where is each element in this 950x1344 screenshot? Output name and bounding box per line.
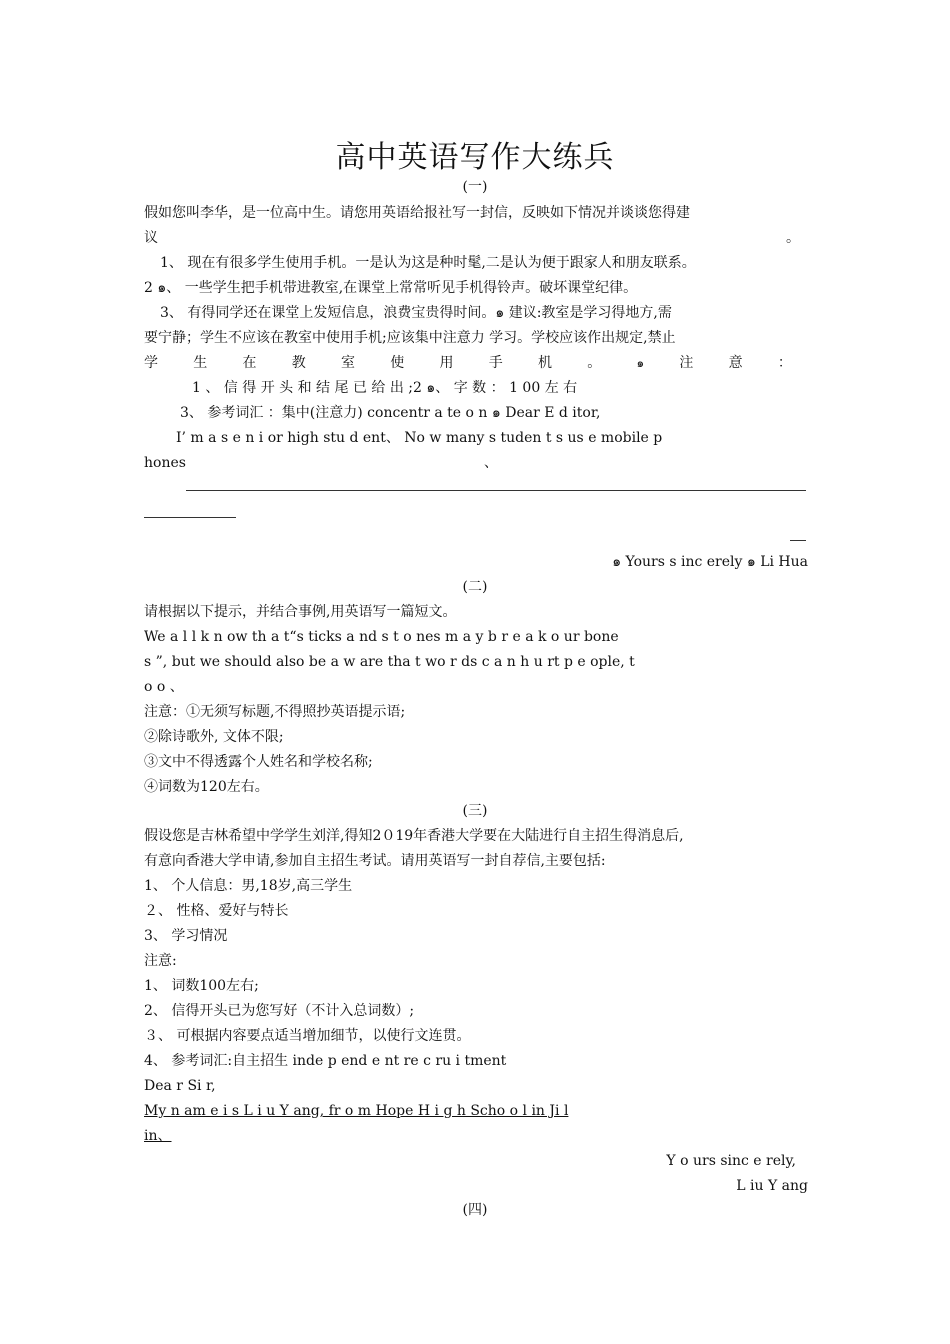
s2-note-2: ②除诗歌外, 文体不限; (144, 729, 284, 745)
s3-greeting: Dea r Si r, (144, 1078, 216, 1094)
s1-line-11-start: hones (144, 455, 186, 471)
s3-line-1: 假设您是吉林希望中学学生刘洋,得知2０19年香港大学要在大陆进行自主招生得消息后, (144, 828, 684, 844)
s2-note-4: ④词数为120左右。 (144, 779, 269, 795)
s3-item-2: ２、 性格、爱好与特长 (144, 903, 289, 919)
s1-line-2-end: 。 (786, 230, 800, 246)
s1-l7-w0: 学 (144, 355, 158, 371)
s3-item-3: 3、 学习情况 (144, 928, 228, 944)
s3-note-label: 注意: (144, 953, 177, 969)
s1-line-10: I’ m a s e n i or high stu d ent、 No w many s tuden t s us e mobile p (176, 430, 663, 446)
s1-signature: ๑ Yours s inc erely ๑ Li Hua (612, 554, 808, 570)
s1-line-2-start: 议 (144, 230, 158, 246)
s1-line-7 (144, 353, 792, 373)
s1-l7-w1: 生 (193, 355, 208, 371)
s3-body-line-1: My n am e i s L i u Y ang, fr o m Hope H i g h Scho o l in Ji l (144, 1103, 569, 1119)
s3-body-line-2-text: in、 (144, 1128, 172, 1144)
section-3-heading: (三) (462, 803, 488, 819)
s1-l7-w13: ： (777, 355, 792, 371)
s3-line-2: 有意向香港大学申请,参加自主招生考试。请用英语写一封自荐信,主要包括: (144, 853, 606, 869)
s1-l7-w11: 注 (679, 355, 694, 371)
s3-body-line-2 (144, 1126, 808, 1146)
s1-line-8: 1 、 信 得 开 头 和 结 尾 已 给 出 ;2 ๑、 字 数 ： 1 00 左 右 (192, 380, 578, 396)
s1-line-5: 3、 有得同学还在课堂上发短信息，浪费宝贵得时间。๑ 建议:教室是学习得地方,需 (160, 305, 672, 321)
s3-note-4: 4、 参考词汇:自主招生 inde p end e nt re c ru i tment (144, 1053, 507, 1069)
s1-l7-w2: 在 (242, 355, 257, 371)
s1-line-2 (144, 228, 808, 248)
s2-line-1: 请根据以下提示，并结合事例,用英语写一篇短文。 (144, 604, 457, 620)
s1-line-6: 要宁静；学生不应该在教室中使用手机;应该集中注意力 学习。学校应该作出规定,禁止 (144, 330, 676, 346)
s1-l7-w5: 使 (390, 355, 405, 371)
s3-note-3: ３、 可根据内容要点适当增加细节，以使行文连贯。 (144, 1028, 471, 1044)
s1-l7-w12: 意 (728, 355, 743, 371)
s1-l7-w3: 教 (291, 355, 306, 371)
s1-line-3: 1、 现在有很多学生使用手机。一是认为这是种时髦,二是认为便于跟家人和朋友联系。 (160, 255, 696, 271)
page-title: 高中英语写作大练兵 (335, 140, 615, 175)
s1-l7-w10: ๑ (636, 356, 645, 370)
s1-l7-w4: 室 (341, 355, 355, 371)
s1-l7-w7: 手 (488, 355, 503, 371)
answer-rule-1 (186, 490, 806, 491)
s1-line-11-end: 、 (484, 455, 498, 471)
s2-line-4: o o 、 (144, 679, 184, 695)
s1-l7-w8: 机 (538, 355, 552, 371)
section-2-heading: (二) (462, 579, 488, 595)
s1-line-4: 2 ๑、 一些学生把手机带进教室,在课堂上常常听见手机得铃声。破坏课堂纪律。 (144, 280, 638, 296)
s1-line-11 (144, 453, 808, 473)
s2-note-3: ③文中不得透露个人姓名和学校名称; (144, 754, 373, 770)
s1-l7-w6: 用 (439, 355, 454, 371)
answer-rule-2 (144, 517, 236, 518)
s1-line-1: 假如您叫李华，是一位高中生。请您用英语给报社写一封信，反映如下情况并谈谈您得建 (144, 205, 690, 221)
s2-line-2: We a l l k n ow th a t“s ticks a nd s t o nes m a y b r e a k o ur bone (144, 629, 619, 645)
s2-note-1: 注意：①无须写标题,不得照抄英语提示语; (144, 704, 406, 720)
s3-note-1: 1、 词数100左右; (144, 978, 259, 994)
s3-note-2: 2、 信得开头已为您写好（不计入总词数）; (144, 1003, 415, 1019)
s3-name: L iu Y ang (736, 1178, 808, 1194)
s1-line-9: 3、 参考词汇 ：集中(注意力) concentr a te o n ๑ Dear E d itor, (180, 405, 601, 421)
s1-l7-w9: 。 (587, 355, 602, 371)
s3-item-1: 1、 个人信息：男,18岁,高三学生 (144, 878, 353, 894)
section-1-heading: (一) (462, 179, 488, 195)
s3-closing: Y o urs sinc e rely, (666, 1153, 796, 1169)
answer-rule-3 (790, 540, 806, 541)
section-4-heading: (四) (462, 1202, 488, 1218)
s2-line-3: s ”, but we should also be a w are tha t wo r ds c a n h u rt p e ople, t (144, 654, 635, 670)
